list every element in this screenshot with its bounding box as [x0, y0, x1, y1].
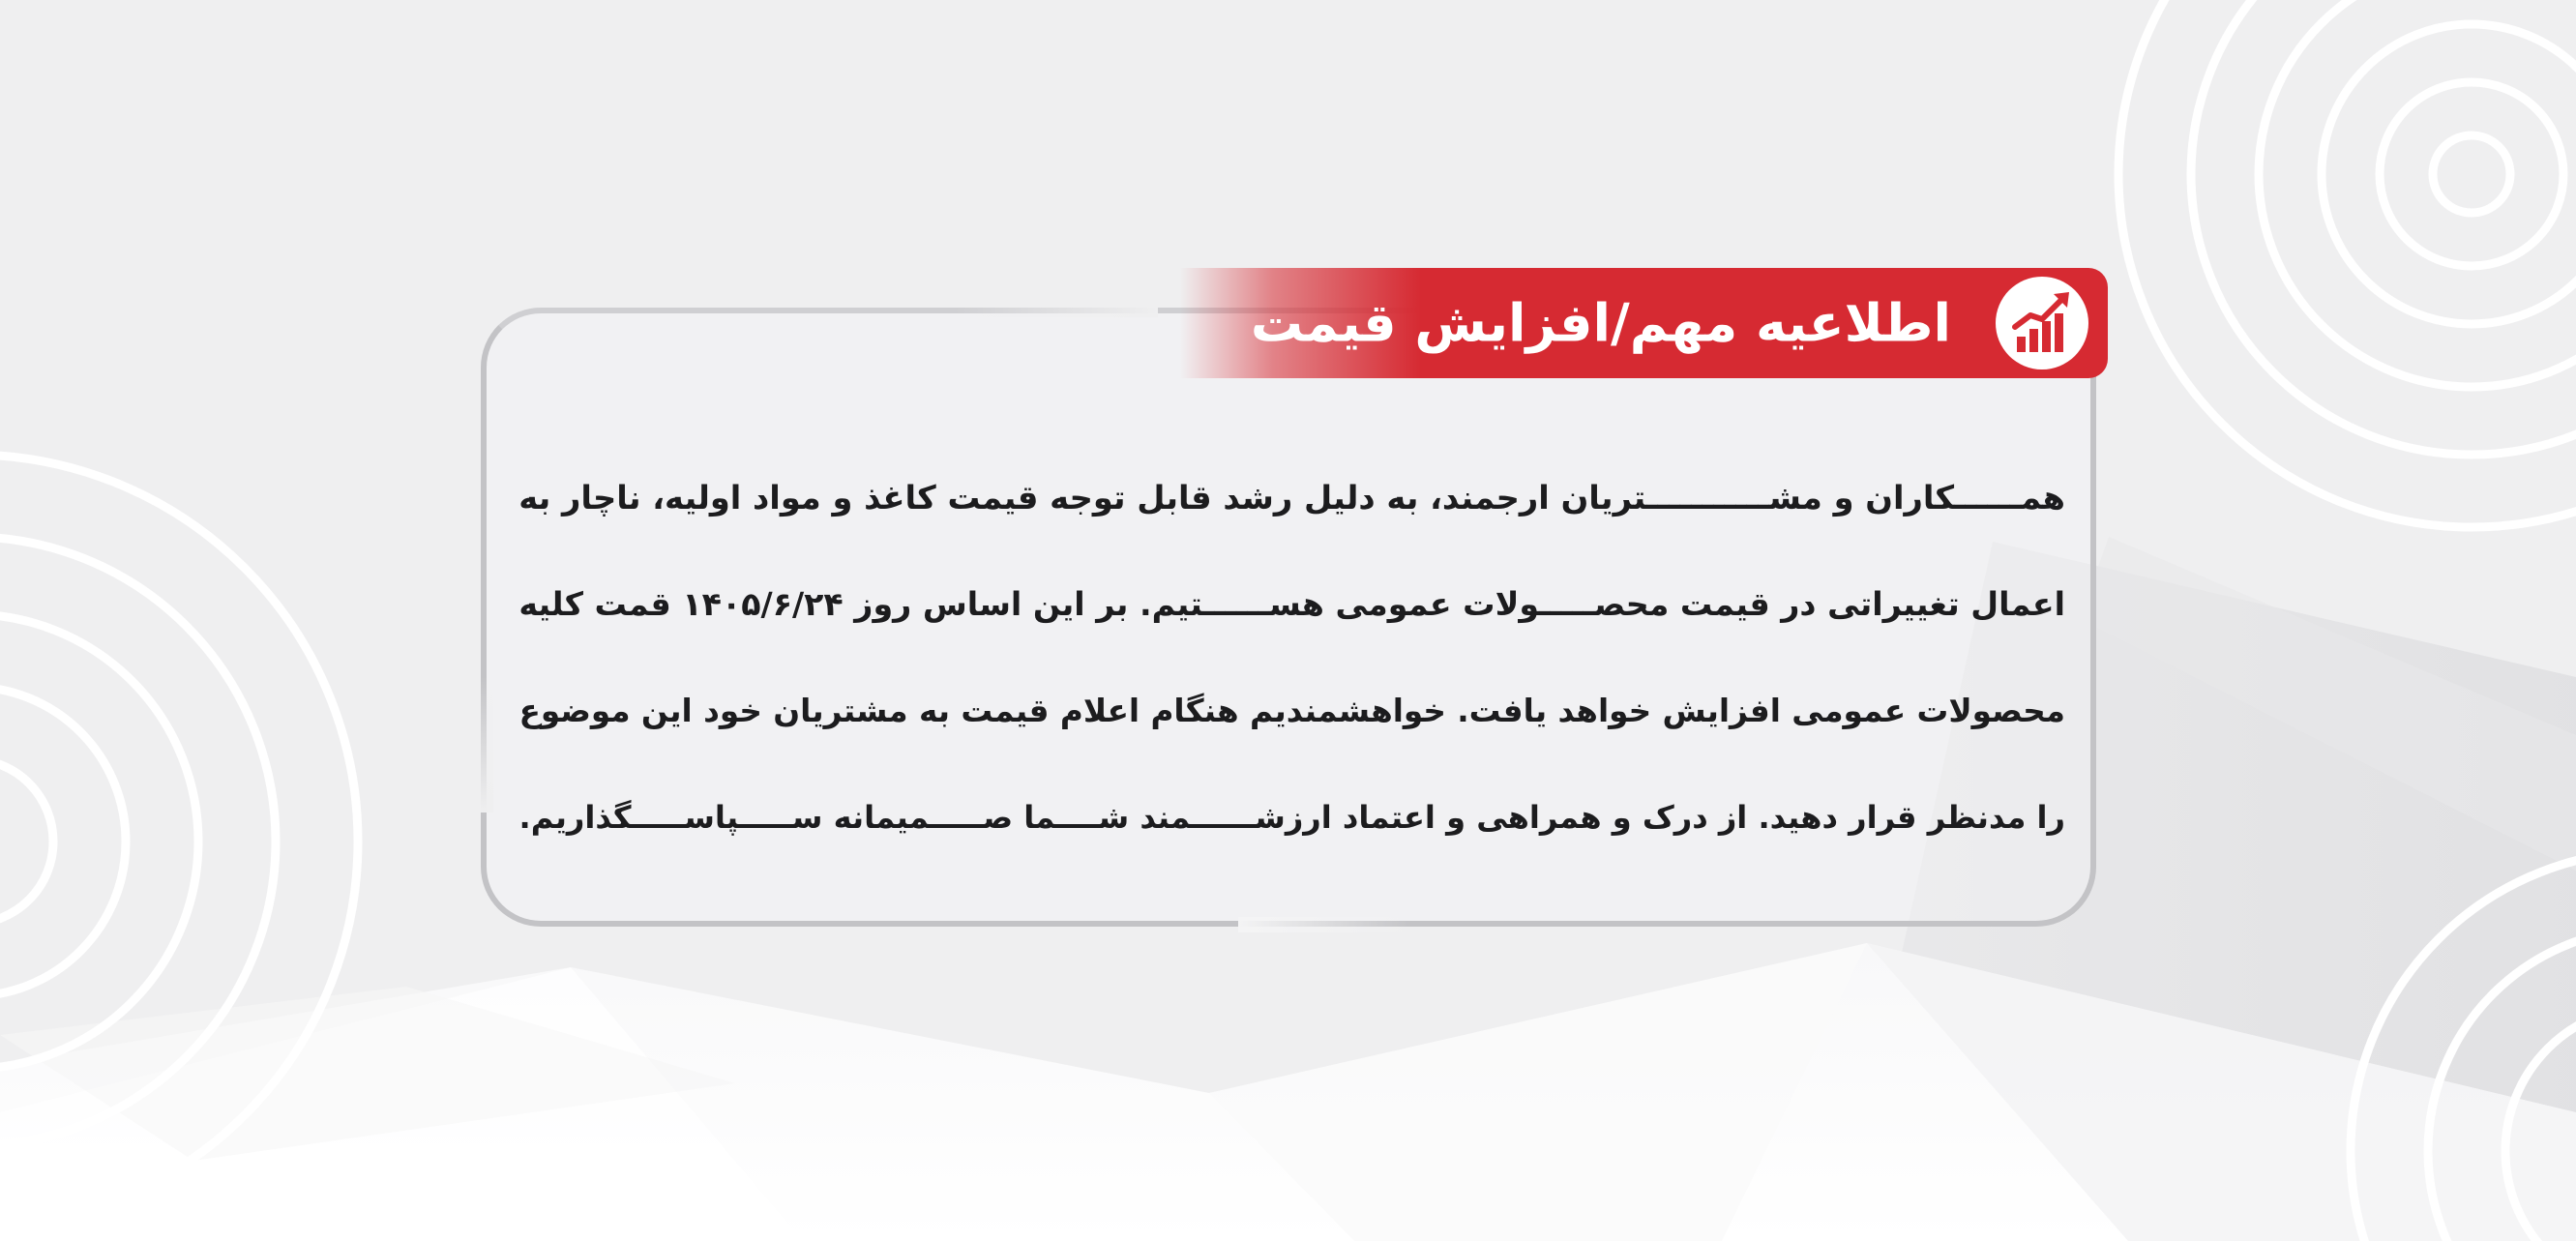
announcement-line: اعمال تغییراتی در قیمت محصـــــولات عمومی هســــــتیم. بر این اساس روز ۱۴۰۵/۶/۲۴ قمت کلیه	[518, 585, 2065, 623]
banner-title: اطلاعیه مهم/افزایش قیمت	[1250, 292, 1951, 354]
panel-left-fade	[474, 677, 493, 813]
panel-top-fade	[481, 302, 1158, 317]
announcement-line: محصولات عمومی افزایش خواهد یافت. خواهشمندیم هنگام اعلام قیمت به مشتریان خود این موضوع	[518, 693, 2065, 729]
panel-bottom-fade	[1238, 917, 1412, 932]
announcement-line: را مدنظر قرار دهید. از درک و همراهی و اعتماد ارزشــــــمند شــــما صـــــمیمانه ســـــپاســـــگذاریم.	[518, 799, 2065, 836]
title-banner	[1180, 268, 2108, 378]
announcement-text	[503, 445, 2065, 871]
announcement-line: همــــــکاران و مشـــــــــــتریان ارجمند، به دلیل رشد قابل توجه قیمت کاغذ و مواد اولیه، ناچار به	[518, 479, 2065, 517]
growth-chart-icon	[1996, 277, 2088, 369]
